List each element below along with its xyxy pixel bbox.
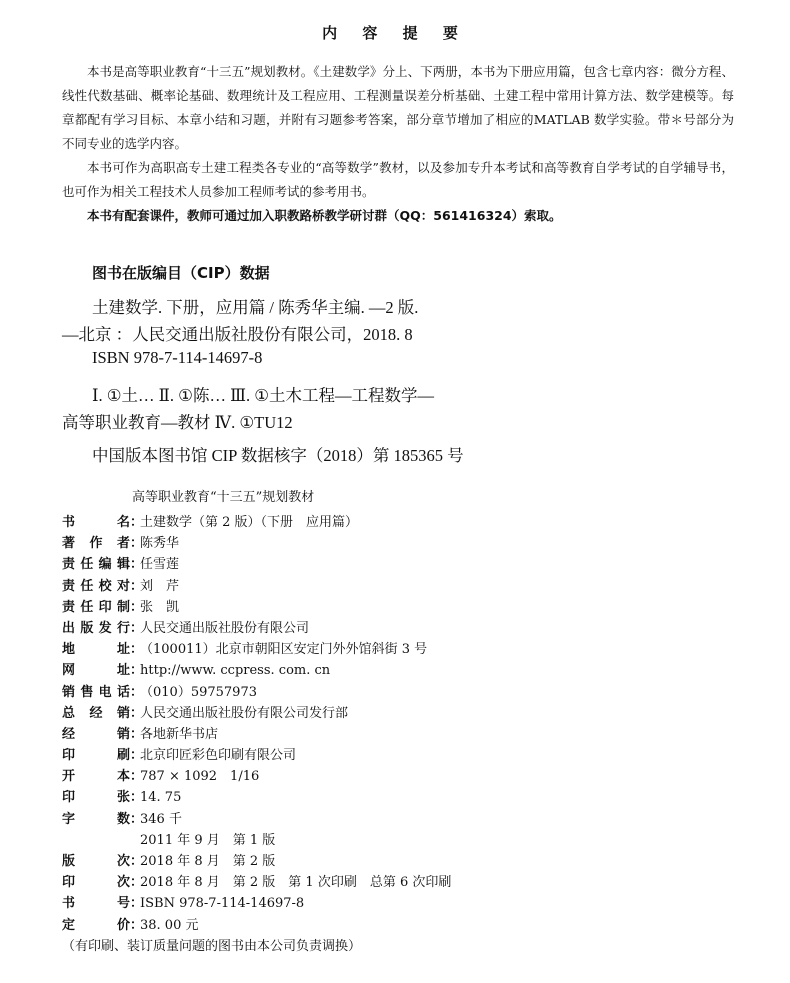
cip-heading: 图书在版编目（CIP）数据 [92,264,270,282]
info-key: 印 刷 [62,748,130,764]
info-row: 印 刷 ： 北京印匠彩色印刷有限公司 [62,745,752,766]
info-row: 印 张 ： 14. 75 [62,787,752,808]
quality-note: （有印刷、装订质量问题的图书由本公司负责调换） [62,939,362,954]
info-row: 书 号 ： ISBN 978-7-114-14697-8 [62,893,752,914]
info-key: 书 号 [62,896,130,912]
info-value: 陈秀华 [140,536,180,552]
info-value: 2018 年 8 月 第 2 版 [140,854,276,869]
info-value: 14. 75 [140,790,182,806]
info-key: 定 价 [62,917,130,933]
cip-line-4: Ⅰ. ①土… Ⅱ. ①陈… Ⅲ. ①土木工程—工程数学— [92,386,435,405]
cip-number: 中国版本图书馆 CIP 数据核字（2018）第 185365 号 [92,446,464,465]
info-value: 张 凯 [140,599,180,615]
summary-paragraph-1: 本书是高等职业教育“十三五”规划教材。《土建数学》分上、下两册，本书为下册应用篇，包含七章内容：微分方程、线性代数基础、概率论基础、数理统计及工程应用、工程测量误差分析基础、土建工程中常用计算方法、数学建模等。每章都配有学习目标、本章小结和习题，并附有习题参考答案，部分章节增加了相应的MATLAB 数学实验。带＊号部分为不同专业的选学内容。 [62,64,734,151]
info-row: 责任印制 ： 张 凯 [62,597,752,618]
cip-line-2: —北京 ：人民交通出版社股份有限公司，2018. 8 [62,325,413,344]
summary-paragraph-2: 本书可作为高职高专土建工程类各专业的“高等数学”教材，以及参加专升本考试和高等教育自学考试的自学辅导书，也可作为相关工程技术人员参加工程师考试的参考用书。 [62,160,734,199]
info-value: 北京印匠彩色印刷有限公司 [140,748,297,764]
info-key: 著 作 者 [62,536,130,552]
info-key: 印 张 [62,790,130,806]
info-key: 印 次 [62,875,130,891]
info-key: 书 名 [62,515,130,530]
info-row: 销售电话 ： （010）59757973 [62,682,752,703]
info-row: 总 经 销 ： 人民交通出版社股份有限公司发行部 [62,703,752,724]
info-row: 定 价 ： 38. 00 元 [62,915,752,936]
info-key: 地 址 [62,642,130,658]
info-key: 字 数 [62,811,130,827]
info-row [62,830,752,851]
info-row: 责任编辑 ： 任雪莲 [62,554,752,575]
info-value: 刘 芹 [140,578,180,594]
info-key: 版 次 [62,854,130,869]
info-value: 任雪莲 [140,557,180,573]
info-value: （100011）北京市朝阳区安定门外外馆斜街 3 号 [140,642,428,658]
summary-paragraph-3: 本书有配套课件，教师可通过加入职教路桥教学研讨群（QQ：561416324）索取。 [87,208,562,223]
info-key: 责任印制 [62,599,130,615]
series-heading: 高等职业教育“十三五”规划教材 [132,490,315,505]
info-value: （010）59757973 [140,684,257,700]
info-value: 土建数学（第 2 版）（下册 应用篇） [140,515,359,530]
info-row: 出版发行 ： 人民交通出版社股份有限公司 [62,618,752,639]
info-value: 人民交通出版社股份有限公司发行部 [140,705,349,721]
info-key: 责任编辑 [62,557,130,573]
info-row: 著 作 者 ： 陈秀华 [62,533,752,554]
cip-isbn: ISBN 978-7-114-14697-8 [92,348,263,367]
info-row: 版 次 ： 2018 年 8 月 第 2 版 [62,851,752,872]
info-value: 各地新华书店 [140,726,219,742]
info-key: 开 本 [62,769,130,785]
info-key: 销售电话 [62,684,130,700]
info-row: 经 销 ： 各地新华书店 [62,724,752,745]
content-summary [62,60,734,228]
summary-title: 内 容 提 要 [322,24,468,42]
info-row: 开 本 ： 787 × 1092 1/16 [62,766,752,787]
info-key: 出版发行 [62,620,130,636]
info-key: 责任校对 [62,578,130,594]
info-value: 787 × 1092 1/16 [140,769,260,785]
info-value: http://www. ccpress. com. cn [140,663,331,679]
info-row: 印 次 ： 2018 年 8 月 第 2 版 第 1 次印刷 总第 6 次印刷 [62,872,752,893]
info-row: 书 名 ： 土建数学（第 2 版）（下册 应用篇） [62,512,752,533]
info-value: 人民交通出版社股份有限公司 [140,620,310,636]
info-key: 网 址 [62,663,130,679]
info-value: ISBN 978-7-114-14697-8 [140,896,305,912]
publication-info [62,512,752,936]
info-value: 38. 00 元 [140,917,199,933]
info-value: 2018 年 8 月 第 2 版 第 1 次印刷 总第 6 次印刷 [140,875,452,891]
cip-line-5: 高等职业教育—教材 Ⅳ. ①TU12 [62,413,293,432]
info-key: 经 销 [62,726,130,742]
cip-line-1: 土建数学. 下册，应用篇 / 陈秀华主编. —2 版. [92,298,419,317]
info-row: 地 址 ： （100011）北京市朝阳区安定门外外馆斜街 3 号 [62,639,752,660]
info-row: 责任校对 ： 刘 芹 [62,576,752,597]
info-row: 字 数 ： 346 千 [62,809,752,830]
info-value: 346 千 [140,811,182,827]
info-key: 总 经 销 [62,705,130,721]
info-value: 2011 年 9 月 第 1 版 [140,832,276,848]
info-row: 网 址 ： http://www. ccpress. com. cn [62,660,752,681]
